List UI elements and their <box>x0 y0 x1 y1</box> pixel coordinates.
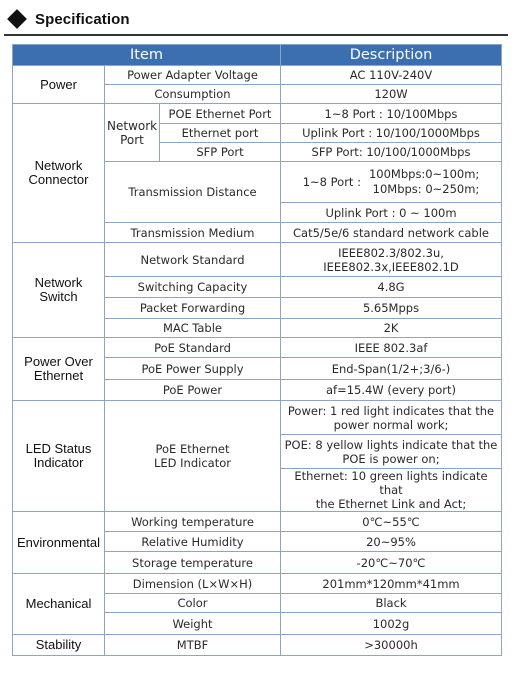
value-line: IEEE802.3/802.3u, <box>338 245 444 260</box>
category-line: Indicator <box>33 455 84 470</box>
table-header-row <box>13 45 502 66</box>
category-line: Connector <box>28 172 89 187</box>
item-value: >30000h <box>281 635 502 656</box>
category-line: LED Status <box>25 441 92 456</box>
value-line: Power: 1 red light indicates that the <box>287 403 495 418</box>
category-line: Network <box>34 158 83 173</box>
item-label: Switching Capacity <box>105 277 281 298</box>
item-value: Black <box>281 594 502 613</box>
value-line: Ethernet: 10 green lights indicate that <box>294 469 488 497</box>
section-title: Specification <box>35 10 130 28</box>
item-label: Weight <box>105 613 281 635</box>
network-port-label <box>105 104 160 162</box>
item-label: Power Adapter Voltage <box>105 66 281 85</box>
table-row <box>13 574 502 594</box>
item-label: PoE Standard <box>105 338 281 358</box>
distance-value: 100Mbps:0~100m; <box>368 167 480 181</box>
item-value <box>281 401 502 435</box>
item-label: Consumption <box>105 85 281 104</box>
item-label: Transmission Medium <box>105 223 281 243</box>
item-label: Transmission Distance <box>105 162 281 223</box>
item-value: Cat5/5e/6 standard network cable <box>281 223 502 243</box>
item-value: End-Span(1/2+;3/6-) <box>281 358 502 380</box>
distance-values <box>369 167 479 197</box>
table-row <box>13 66 502 85</box>
category-line: Network <box>34 275 83 290</box>
item-label: PoE Power <box>105 380 281 401</box>
item-value: af=15.4W (every port) <box>281 380 502 401</box>
item-value: 20~95% <box>281 532 502 552</box>
category-stability: Stability <box>13 635 105 656</box>
item-value: 201mm*120mm*41mm <box>281 574 502 594</box>
item-label: MTBF <box>105 635 281 656</box>
item-label: SFP Port <box>160 143 281 162</box>
value-line: POE: 8 yellow lights indicate that the <box>284 437 498 452</box>
table-row <box>13 104 502 124</box>
distance-value: 10Mbps: 0~250m; <box>372 182 480 196</box>
item-value: IEEE 802.3af <box>281 338 502 358</box>
diamond-bullet-icon <box>7 9 27 29</box>
category-network-switch <box>13 243 105 338</box>
item-label: Network Standard <box>105 243 281 277</box>
value-line: power normal work; <box>333 417 449 432</box>
category-led <box>13 401 105 512</box>
item-label: Relative Humidity <box>105 532 281 552</box>
category-mechanical: Mechanical <box>13 574 105 635</box>
item-value: SFP Port: 10/100/1000Mbps <box>281 143 502 162</box>
label-line: Port <box>120 132 144 147</box>
item-label: Storage temperature <box>105 552 281 574</box>
table-row <box>13 635 502 656</box>
led-label <box>105 401 281 512</box>
distance-port-label: 1~8 Port : <box>302 175 361 189</box>
item-value: 120W <box>281 85 502 104</box>
table-row <box>13 338 502 358</box>
label-line: PoE Ethernet <box>155 442 230 456</box>
table-row <box>13 401 502 435</box>
heading-rule <box>4 34 508 36</box>
table-row <box>13 243 502 277</box>
item-value: Uplink Port : 10/100/1000Mbps <box>281 124 502 143</box>
label-line: Network <box>107 118 158 133</box>
table-row <box>13 512 502 532</box>
item-label: Color <box>105 594 281 613</box>
item-value: 1002g <box>281 613 502 635</box>
item-value: -20℃~70℃ <box>281 552 502 574</box>
item-label: POE Ethernet Port <box>160 104 281 124</box>
value-line: IEEE802.3x,IEEE802.1D <box>323 259 459 274</box>
item-value: AC 110V-240V <box>281 66 502 85</box>
item-value: 1~8 Port : 10/100Mbps <box>281 104 502 124</box>
category-line: Switch <box>39 289 78 304</box>
item-value <box>281 243 502 277</box>
spec-table <box>12 44 502 656</box>
item-label: Ethernet port <box>160 124 281 143</box>
value-line: the Ethernet Link and Act; <box>315 497 467 511</box>
item-value: 0℃~55℃ <box>281 512 502 532</box>
category-poe <box>13 338 105 401</box>
item-value: Uplink Port : 0 ~ 100m <box>281 203 502 223</box>
item-label: Packet Forwarding <box>105 298 281 319</box>
item-label: MAC Table <box>105 319 281 338</box>
item-value: 5.65Mpps <box>281 298 502 319</box>
item-label: Dimension (L×W×H) <box>105 574 281 594</box>
item-value: 4.8G <box>281 277 502 298</box>
section-heading <box>6 6 130 32</box>
category-line: Ethernet <box>33 368 84 383</box>
item-value: 2K <box>281 319 502 338</box>
distance-block <box>283 167 499 197</box>
label-line: LED Indicator <box>153 456 231 470</box>
item-label: PoE Power Supply <box>105 358 281 380</box>
category-line: Power Over <box>24 354 93 369</box>
item-value <box>281 162 502 203</box>
category-network-connector <box>13 104 105 243</box>
header-description: Description <box>281 45 502 66</box>
item-value <box>281 435 502 469</box>
item-label: Working temperature <box>105 512 281 532</box>
category-power: Power <box>13 66 105 104</box>
item-value <box>281 469 502 512</box>
header-item: Item <box>13 45 281 66</box>
category-environmental: Environmental <box>13 512 105 574</box>
value-line: POE is power on; <box>342 451 440 466</box>
